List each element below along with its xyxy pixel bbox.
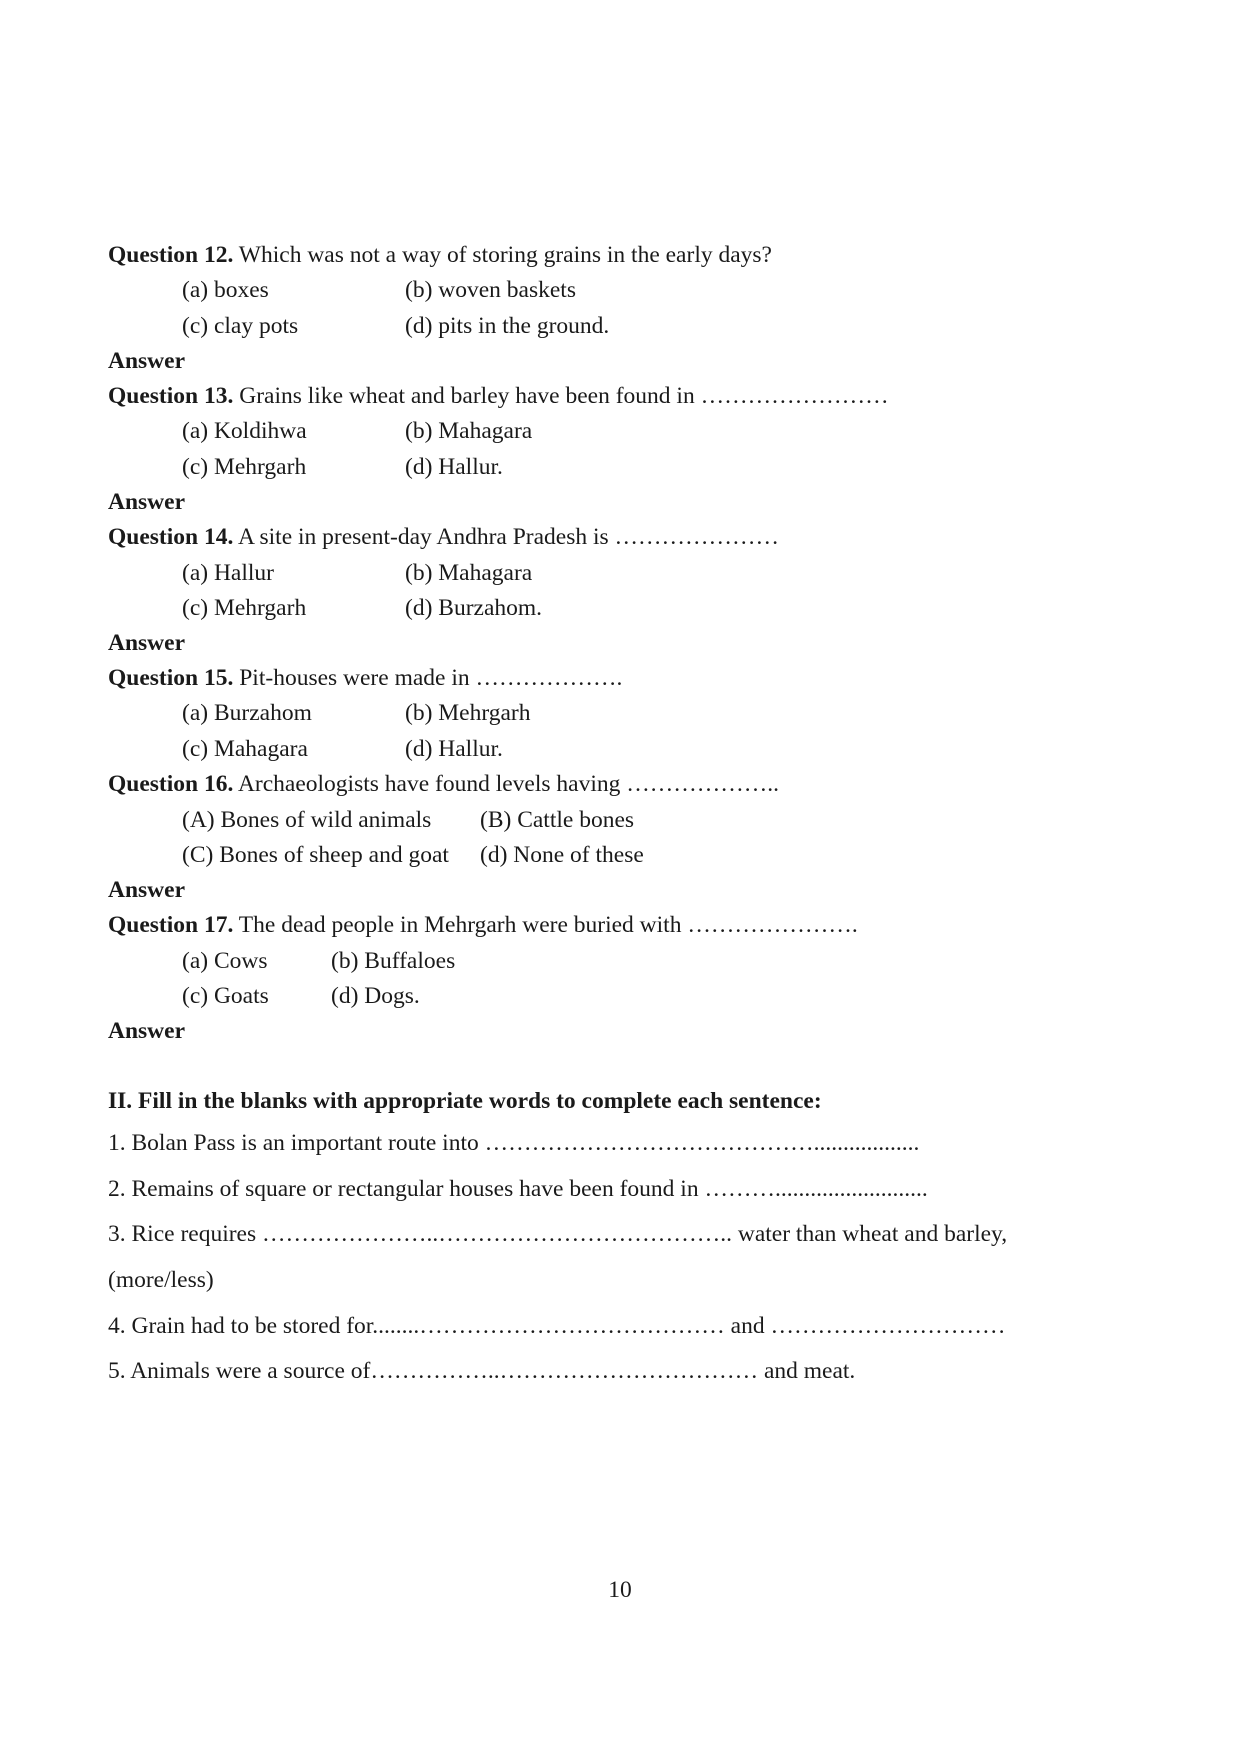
fill-blank-item: 4. Grain had to be stored for........………………………………… and ………………………… <box>108 1313 1006 1339</box>
question-label: Question 17. <box>108 912 234 938</box>
option: (A) Bones of wild animals <box>182 807 432 833</box>
option: (b) Mahagara <box>405 418 533 444</box>
question-text: The dead people in Mehrgarh were buried with …………………. <box>233 912 858 938</box>
option: (c) Goats <box>182 983 269 1009</box>
page-number: 10 <box>608 1577 632 1603</box>
answer-label: Answer <box>108 630 186 656</box>
option: (b) Mahagara <box>405 560 533 586</box>
question-17 <box>108 910 858 940</box>
option: (c) clay pots <box>182 313 299 339</box>
question-text: Grains like wheat and barley have been found in …………………… <box>233 383 889 409</box>
answer-label: Answer <box>108 1018 186 1044</box>
answer-label: Answer <box>108 489 186 515</box>
fill-blank-item: (more/less) <box>108 1267 214 1293</box>
question-label: Question 15. <box>108 665 234 691</box>
option: (a) Cows <box>182 948 268 974</box>
fill-blank-item: 3. Rice requires …………………..……………………………….. water than wheat and barley, <box>108 1221 1008 1247</box>
option: (d) pits in the ground. <box>405 313 610 339</box>
option: (c) Mahagara <box>182 736 308 762</box>
option: (a) Hallur <box>182 560 274 586</box>
section-heading: II. Fill in the blanks with appropriate words to complete each sentence: <box>108 1088 822 1114</box>
question-label: Question 12. <box>108 242 234 268</box>
option: (c) Mehrgarh <box>182 595 307 621</box>
question-text: Archaeologists have found levels having ……………….. <box>233 771 779 797</box>
option: (a) Koldihwa <box>182 418 307 444</box>
option: (b) Mehrgarh <box>405 700 531 726</box>
question-label: Question 16. <box>108 771 234 797</box>
question-label: Question 14. <box>108 524 234 550</box>
option: (b) Buffaloes <box>331 948 456 974</box>
option: (b) woven baskets <box>405 277 576 303</box>
option: (d) Dogs. <box>331 983 420 1009</box>
option: (a) boxes <box>182 277 269 303</box>
option: (B) Cattle bones <box>480 807 635 833</box>
option: (d) None of these <box>480 842 644 868</box>
option: (d) Hallur. <box>405 736 503 762</box>
question-16 <box>108 769 779 799</box>
question-text: Pit-houses were made in ………………. <box>233 665 623 691</box>
fill-blank-item: 5. Animals were a source of……………..…………………………… and meat. <box>108 1358 856 1384</box>
option: (c) Mehrgarh <box>182 454 307 480</box>
option: (a) Burzahom <box>182 700 312 726</box>
answer-label: Answer <box>108 348 186 374</box>
question-15 <box>108 663 622 693</box>
question-label: Question 13. <box>108 383 234 409</box>
option: (d) Burzahom. <box>405 595 543 621</box>
question-14 <box>108 522 779 552</box>
question-12 <box>108 240 772 270</box>
question-text: A site in present-day Andhra Pradesh is ………………… <box>233 524 780 550</box>
question-text: Which was not a way of storing grains in the early days? <box>233 242 772 268</box>
fill-blank-item: 2. Remains of square or rectangular houses have been found in ……….......................... <box>108 1176 928 1202</box>
answer-label: Answer <box>108 877 186 903</box>
option: (d) Hallur. <box>405 454 503 480</box>
fill-blank-item: 1. Bolan Pass is an important route into …………………………………….................. <box>108 1130 920 1156</box>
option: (C) Bones of sheep and goat <box>182 842 449 868</box>
question-13 <box>108 381 889 411</box>
